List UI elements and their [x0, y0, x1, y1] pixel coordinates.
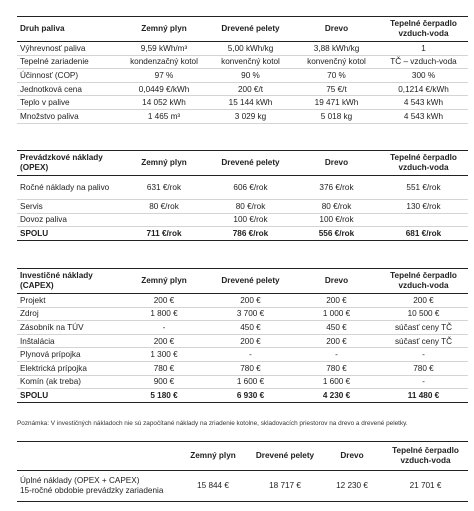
table-cell: 551 €/rok [379, 176, 468, 200]
capex-title: Investičné náklady (CAPEX) [17, 269, 121, 294]
total-label: SPOLU [17, 389, 121, 403]
table-cell: 4 543 kWh [379, 96, 468, 110]
table-cell: 19 471 kWh [294, 96, 379, 110]
table-cell: 4 230 € [294, 389, 379, 403]
header-heat-pump: Tepelné čerpadlo vzduch-voda [379, 269, 468, 294]
table-cell: 80 €/rok [121, 200, 207, 214]
table-cell: 0,1214 €/kWh [379, 82, 468, 96]
table-cell: 681 €/rok [379, 227, 468, 241]
table-cell: - [294, 348, 379, 362]
table-cell: 18 717 € [249, 471, 321, 502]
table-cell: 300 % [379, 69, 468, 83]
header-natural-gas: Zemný plyn [121, 17, 207, 42]
table-cell: 376 €/rok [294, 176, 379, 200]
header-wood: Drevo [294, 151, 379, 176]
table-cell: 200 € [294, 294, 379, 308]
table-cell: 200 € [121, 334, 207, 348]
table-cell [121, 213, 207, 227]
table-row [17, 42, 468, 56]
summary-row [17, 471, 468, 502]
table-cell: 780 € [121, 361, 207, 375]
header-natural-gas: Zemný plyn [121, 269, 207, 294]
table-cell: 200 € [207, 294, 294, 308]
table-row [17, 213, 468, 227]
table-row [17, 294, 468, 308]
table-cell: súčasť ceny TČ [379, 334, 468, 348]
table-row [17, 348, 468, 362]
footnote: Poznámka: V investičných nákladoch nie sú započítané náklady na zriadenie kotolne, skladovacích priestorov na drevo a drevené peletky. [17, 420, 408, 427]
header-fuel-type: Druh paliva [17, 17, 121, 42]
row-label: Dovoz paliva [17, 213, 121, 227]
table-cell: 1 000 € [294, 307, 379, 321]
table-cell: 780 € [294, 361, 379, 375]
row-label: Komín (ak treba) [17, 375, 121, 389]
table-cell: konvenčný kotol [294, 55, 379, 69]
table-cell: 70 % [294, 69, 379, 83]
total-row [17, 227, 468, 241]
table-row [17, 321, 468, 335]
table-cell: - [379, 375, 468, 389]
table-cell: 711 €/rok [121, 227, 207, 241]
opex-title: Prevádzkové náklady (OPEX) [17, 151, 121, 176]
header-wood-pellets: Drevené pelety [207, 269, 294, 294]
table-cell [379, 213, 468, 227]
table-cell: 1 300 € [121, 348, 207, 362]
table-cell: 80 €/rok [294, 200, 379, 214]
table-cell: 780 € [207, 361, 294, 375]
header-heat-pump: Tepelné čerpadlo vzduch-voda [379, 17, 468, 42]
table-cell: 780 € [379, 361, 468, 375]
table-cell: 200 € [121, 294, 207, 308]
table-cell: 0,0449 €/kWh [121, 82, 207, 96]
table-cell: 1 600 € [207, 375, 294, 389]
fuel-parameters-table [17, 16, 468, 124]
table-cell: 450 € [294, 321, 379, 335]
table-cell: 6 930 € [207, 389, 294, 403]
table-cell: - [207, 348, 294, 362]
table-cell: 11 480 € [379, 389, 468, 403]
row-label: Elektrická prípojka [17, 361, 121, 375]
row-label: Tepelné zariadenie [17, 55, 121, 69]
table-cell: 5 018 kg [294, 109, 379, 123]
summary-label [17, 471, 177, 502]
table-cell: 100 €/rok [207, 213, 294, 227]
row-label: Výhrevnosť paliva [17, 42, 121, 56]
header-natural-gas: Zemný plyn [177, 442, 249, 471]
row-label: Plynová prípojka [17, 348, 121, 362]
table-cell: 5,00 kWh/kg [207, 42, 294, 56]
row-label: Teplo v palive [17, 96, 121, 110]
table-cell: 1 600 € [294, 375, 379, 389]
table-row [17, 307, 468, 321]
row-label: Inštalácia [17, 334, 121, 348]
row-label: Zdroj [17, 307, 121, 321]
table-cell: 90 % [207, 69, 294, 83]
table-header-row [17, 151, 468, 176]
table-cell: 786 €/rok [207, 227, 294, 241]
table-cell: 200 € [379, 294, 468, 308]
capex-table [17, 268, 468, 403]
table-cell: kondenzačný kotol [121, 55, 207, 69]
header-wood-pellets: Drevené pelety [249, 442, 321, 471]
table-row [17, 69, 468, 83]
table-cell: 10 500 € [379, 307, 468, 321]
summary-label-line2: 15-ročné obdobie prevádzky zariadenia [20, 486, 164, 495]
table-header-row [17, 17, 468, 42]
table-cell: 450 € [207, 321, 294, 335]
table-cell: 1 [379, 42, 468, 56]
table-cell: - [379, 348, 468, 362]
table-cell: - [121, 321, 207, 335]
opex-table [17, 150, 468, 241]
table-cell: 556 €/rok [294, 227, 379, 241]
table-cell: 3,88 kWh/kg [294, 42, 379, 56]
row-label: Servis [17, 200, 121, 214]
table-header-row [17, 269, 468, 294]
table-cell: 80 €/rok [207, 200, 294, 214]
table-cell: 15 144 kWh [207, 96, 294, 110]
table-cell: 200 € [207, 334, 294, 348]
total-label: SPOLU [17, 227, 121, 241]
row-label: Ročné náklady na palivo [17, 176, 121, 200]
row-label: Množstvo paliva [17, 109, 121, 123]
summary-label-line1: Úplné náklady (OPEX + CAPEX) [20, 476, 140, 485]
table-cell: 1 465 m³ [121, 109, 207, 123]
table-cell: 130 €/rok [379, 200, 468, 214]
table-cell: konvenčný kotol [207, 55, 294, 69]
table-row [17, 200, 468, 214]
row-label: Projekt [17, 294, 121, 308]
table-cell: 97 % [121, 69, 207, 83]
table-row [17, 96, 468, 110]
table-cell: TČ – vzduch-voda [379, 55, 468, 69]
header-heat-pump: Tepelné čerpadlo vzduch-voda [383, 442, 468, 471]
table-cell: 100 €/rok [294, 213, 379, 227]
table-cell: 900 € [121, 375, 207, 389]
table-cell: 9,59 kWh/m³ [121, 42, 207, 56]
summary-header-empty [17, 442, 177, 471]
row-label: Účinnosť (COP) [17, 69, 121, 83]
table-row [17, 375, 468, 389]
header-wood-pellets: Drevené pelety [207, 17, 294, 42]
table-cell: 4 543 kWh [379, 109, 468, 123]
header-wood-pellets: Drevené pelety [207, 151, 294, 176]
header-heat-pump: Tepelné čerpadlo vzduch-voda [379, 151, 468, 176]
table-header-row [17, 442, 468, 471]
header-natural-gas: Zemný plyn [121, 151, 207, 176]
row-label: Zásobník na TÚV [17, 321, 121, 335]
row-label: Jednotková cena [17, 82, 121, 96]
table-row [17, 361, 468, 375]
table-cell: 631 €/rok [121, 176, 207, 200]
table-cell: 12 230 € [321, 471, 383, 502]
summary-table [17, 441, 468, 502]
table-row [17, 334, 468, 348]
total-row [17, 389, 468, 403]
table-cell: 5 180 € [121, 389, 207, 403]
table-cell: 14 052 kWh [121, 96, 207, 110]
table-cell: 606 €/rok [207, 176, 294, 200]
table-cell: súčasť ceny TČ [379, 321, 468, 335]
header-wood: Drevo [321, 442, 383, 471]
table-cell: 1 800 € [121, 307, 207, 321]
table-row [17, 109, 468, 123]
table-row [17, 176, 468, 200]
table-cell: 3 029 kg [207, 109, 294, 123]
table-cell: 3 700 € [207, 307, 294, 321]
table-row [17, 55, 468, 69]
table-row [17, 82, 468, 96]
header-wood: Drevo [294, 17, 379, 42]
table-cell: 21 701 € [383, 471, 468, 502]
table-cell: 15 844 € [177, 471, 249, 502]
table-cell: 75 €/t [294, 82, 379, 96]
table-cell: 200 €/t [207, 82, 294, 96]
table-cell: 200 € [294, 334, 379, 348]
header-wood: Drevo [294, 269, 379, 294]
